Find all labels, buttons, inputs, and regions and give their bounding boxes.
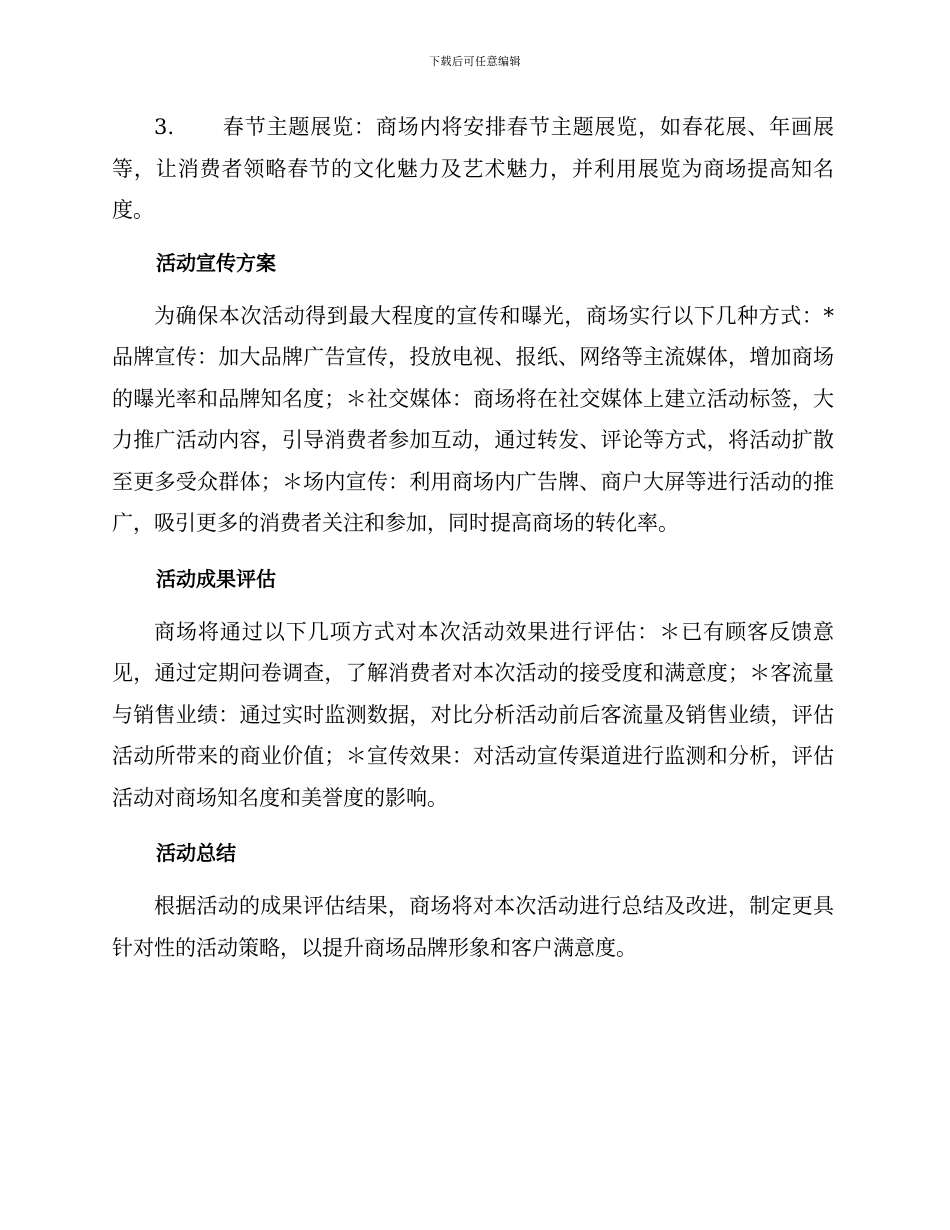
summary-paragraph: 根据活动的成果评估结果，商场将对本次活动进行总结及改进，制定更具针对性的活动策略，以提升商场品牌形象和客户满意度。 <box>112 894 834 960</box>
evaluation-heading: 活动成果评估 <box>156 566 276 591</box>
promotion-heading: 活动宣传方案 <box>156 250 276 275</box>
intro-paragraph <box>112 107 834 232</box>
promotion-paragraph: 为确保本次活动得到最大程度的宣传和曝光，商场实行以下几种方式：* 品牌宣传：加大品牌广告宣传，投放电视、报纸、网络等主流媒体，增加商场的曝光率和品牌知名度；＊社交媒体：商场将在社交媒体上建立活动标签，大力推广活动内容，引导消费者参加互动，通过转发、评论等方式，将活动扩散至更多受众群体；＊场内宣传：利用商场内广告牌、商户大屏等进行活动的推广，吸引更多的消费者关注和参加，同时提高商场的转化率。 <box>112 303 834 535</box>
document-body <box>112 107 834 969</box>
evaluation-paragraph: 商场将通过以下几项方式对本次活动效果进行评估：＊已有顾客反馈意见，通过定期问卷调查，了解消费者对本次活动的接受度和满意度；＊客流量与销售业绩：通过实时监测数据，对比分析活动前后客流量及销售业绩，评估活动所带来的商业价值；＊宣传效果：对活动宣传渠道进行监测和分析，评估活动对商场知名度和美誉度的影响。 <box>112 619 834 810</box>
page-header: 下载后可任意编辑 <box>429 55 521 68</box>
summary-heading: 活动总结 <box>156 841 236 865</box>
intro-text: 春节主题展览：商场内将安排春节主题展览，如春花展、年画展等，让消费者领略春节的文化魅力及艺术魅力，并利用展览为商场提高知名度。 <box>112 115 834 222</box>
list-number: 3. <box>154 115 175 139</box>
